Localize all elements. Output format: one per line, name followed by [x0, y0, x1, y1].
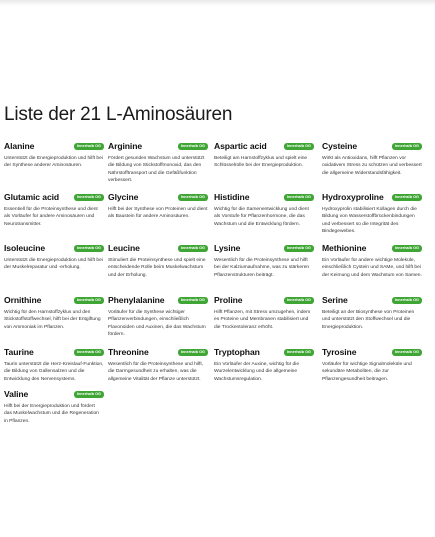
card-header [322, 242, 422, 254]
amino-acid-description: Fördert gesundes Wachstum und unterstützt die Bildung von Stickstoffmonoxid, das den Nährstofftransport und die Gefäßfunktion verbessert. [108, 156, 205, 183]
amino-acid-card [108, 191, 208, 221]
status-badge: Innerhalb OG [74, 349, 104, 356]
amino-acid-name: Taurine [4, 347, 34, 357]
amino-acid-name: Proline [214, 295, 243, 305]
amino-acid-name: Valine [4, 389, 29, 399]
amino-acid-card [322, 346, 422, 383]
amino-acid-name: Aspartic acid [214, 141, 267, 151]
amino-acid-description: Beteiligt an der Biosynthese von Proteinen und unterstützt den Stoffwechsel und die Energieproduktion. [322, 310, 415, 330]
amino-acid-name: Leucine [108, 243, 140, 253]
card-header [108, 242, 208, 254]
amino-acid-card [108, 346, 208, 383]
amino-acid-name: Cysteine [322, 141, 358, 151]
card-header [4, 242, 104, 254]
card-header [108, 294, 208, 306]
card-header [108, 191, 208, 203]
card-header [214, 140, 314, 152]
amino-acid-name: Arginine [108, 141, 143, 151]
status-badge: Innerhalb OG [284, 297, 314, 304]
amino-acid-name: Methionine [322, 243, 367, 253]
amino-acid-card [214, 294, 314, 331]
amino-acid-card [4, 191, 104, 228]
amino-acid-description: Hilft bei der Synthese von Proteinen und dient als Baustein für andere Aminosäuren. [108, 207, 208, 220]
amino-acid-card [214, 346, 314, 383]
amino-acid-description: Beteiligt am Harnstoffzyklus und spielt eine Schlüsselrolle bei der Energieproduktion. [214, 156, 308, 169]
card-header [4, 191, 104, 203]
status-badge: Innerhalb OG [74, 194, 104, 201]
amino-acid-name: Histidine [214, 192, 250, 202]
card-header [108, 140, 208, 152]
amino-acid-name: Tryptophan [214, 347, 260, 357]
amino-acid-description: Stimuliert die Proteinsynthese und spielt eine entscheidende Rolle beim Muskelwachstum und der Erholung. [108, 258, 206, 278]
status-badge: Innerhalb OG [74, 297, 104, 304]
status-badge: Innerhalb OG [284, 143, 314, 150]
card-header [4, 388, 104, 400]
amino-acid-description: Essentiell für die Proteinsynthese und dient als Vorläufer für andere Aminosäuren und Neurotransmitter. [4, 207, 98, 227]
amino-acid-name: Lysine [214, 243, 241, 253]
card-header [322, 191, 422, 203]
card-header [214, 346, 314, 358]
status-badge: Innerhalb OG [392, 245, 422, 252]
status-badge: Innerhalb OG [392, 143, 422, 150]
card-header [322, 346, 422, 358]
amino-acid-description: Ein Vorläufer für andere wichtige Moleküle, einschließlich Cystein und SAMe, und hilft bei der Keimung und dem Wachstum von Samen. [322, 258, 422, 278]
amino-acid-card [322, 140, 422, 177]
amino-acid-description: Wichtig für die Samenentwicklung und dient als Vorstufe für Pflanzenhormone, die das Wachstum und die Entwicklung fördern. [214, 207, 309, 227]
status-badge: Innerhalb OG [178, 349, 208, 356]
amino-acid-description: Unterstützt die Energieproduktion und hilft bei der Muskelreparatur und -erholung. [4, 258, 103, 271]
status-badge: Innerhalb OG [284, 245, 314, 252]
amino-acid-name: Glutamic acid [4, 192, 60, 202]
status-badge: Innerhalb OG [74, 391, 104, 398]
amino-acid-description: Hilft Pflanzen, mit Stress umzugehen, indem es Proteine und Membranen stabilisiert und die Trockentoleranz erhöht. [214, 310, 311, 330]
amino-acid-description: Taurin unterstützt die Herz-Kreislauf-Funktion, die Bildung von Gallensalzen und die Entwicklung des Nervensystems. [4, 362, 104, 382]
status-badge: Innerhalb OG [284, 349, 314, 356]
amino-acid-card [4, 294, 104, 331]
status-badge: Innerhalb OG [178, 245, 208, 252]
status-badge: Innerhalb OG [74, 143, 104, 150]
amino-acid-name: Isoleucine [4, 243, 46, 253]
amino-acid-card [214, 242, 314, 279]
status-badge: Innerhalb OG [178, 297, 208, 304]
amino-acid-card [322, 191, 422, 235]
amino-acid-description: Hilft bei der Energieproduktion und fördert das Muskelwachstum und die Regeneration in Pflanzen. [4, 404, 99, 424]
status-badge: Innerhalb OG [392, 194, 422, 201]
card-header [108, 346, 208, 358]
amino-acid-card [4, 242, 104, 272]
amino-acid-description: Wesentlich für die Proteinsynthese und hilft, die Darmgesundheit zu erhalten, was die allgemeine Vitalität der Pflanze unterstützt. [108, 362, 204, 382]
amino-acid-description: Wichtig für den Harnstoffzyklus und den Stickstoffstoffwechsel, hilft bei der Entgiftung von Ammoniak im Pflanzen. [4, 310, 101, 330]
amino-acid-card [108, 294, 208, 338]
amino-acid-name: Hydroxyproline [322, 192, 384, 202]
amino-acid-description: Wirkt als Antioxidans, hilft Pflanzen vor oxidativem Stress zu schützen und verbessert die allgemeine Widerstandsfähigkeit. [322, 156, 422, 176]
page-title: Liste der 21 L-Aminosäuren [4, 104, 233, 125]
amino-acid-description: Ein Vorläufer der Auxine, wichtig für die Wurzelentwicklung und die allgemeine Wachstumsregulation. [214, 362, 300, 382]
amino-acid-name: Serine [322, 295, 348, 305]
card-header [4, 140, 104, 152]
amino-acid-card [4, 346, 104, 383]
card-header [4, 294, 104, 306]
card-header [214, 242, 314, 254]
card-header [214, 191, 314, 203]
amino-acid-card [108, 140, 208, 184]
amino-acid-description: Vorläufer für die Synthese wichtiger Pflanzenverbindungen, einschließlich Flavonoiden und Auxinen, die das Wachstum fördern. [108, 310, 206, 337]
status-badge: Innerhalb OG [392, 297, 422, 304]
amino-acid-name: Phenylalanine [108, 295, 165, 305]
amino-acid-description: Vorläufer für wichtige Signalmoleküle und sekundäre Metaboliten, die zur Pflanzengesundheit beitragen. [322, 362, 412, 382]
amino-acid-description: Unterstützt die Energieproduktion und hilft bei der Synthese anderer Aminosäuren. [4, 156, 103, 169]
amino-acid-card [322, 242, 422, 279]
amino-acid-name: Glycine [108, 192, 139, 202]
status-badge: Innerhalb OG [74, 245, 104, 252]
amino-acid-description: Hydroxyprolin stabilisiert Kollagen durch die Bildung von Wasserstoffbrückenbindungen und verbessert so die Integrität des Bindegewebes. [322, 207, 417, 234]
status-badge: Innerhalb OG [178, 194, 208, 201]
header-shadow [0, 0, 435, 6]
amino-acid-name: Threonine [108, 347, 149, 357]
amino-acid-card [322, 294, 422, 331]
amino-acid-card [4, 388, 104, 425]
card-header [214, 294, 314, 306]
amino-acid-card [108, 242, 208, 279]
status-badge: Innerhalb OG [392, 349, 422, 356]
amino-acid-name: Ornithine [4, 295, 42, 305]
amino-acid-name: Alanine [4, 141, 35, 151]
amino-acid-description: Wesentlich für die Proteinsynthese und hilft bei der Kalziumaufnahme, was zu stärkeren Pflanzenstrukturen beiträgt. [214, 258, 310, 278]
status-badge: Innerhalb OG [284, 194, 314, 201]
amino-acid-card [214, 140, 314, 170]
amino-acid-name: Tyrosine [322, 347, 357, 357]
amino-acid-card [4, 140, 104, 170]
card-header [4, 346, 104, 358]
card-header [322, 140, 422, 152]
amino-acid-card [214, 191, 314, 228]
card-header [322, 294, 422, 306]
status-badge: Innerhalb OG [178, 143, 208, 150]
